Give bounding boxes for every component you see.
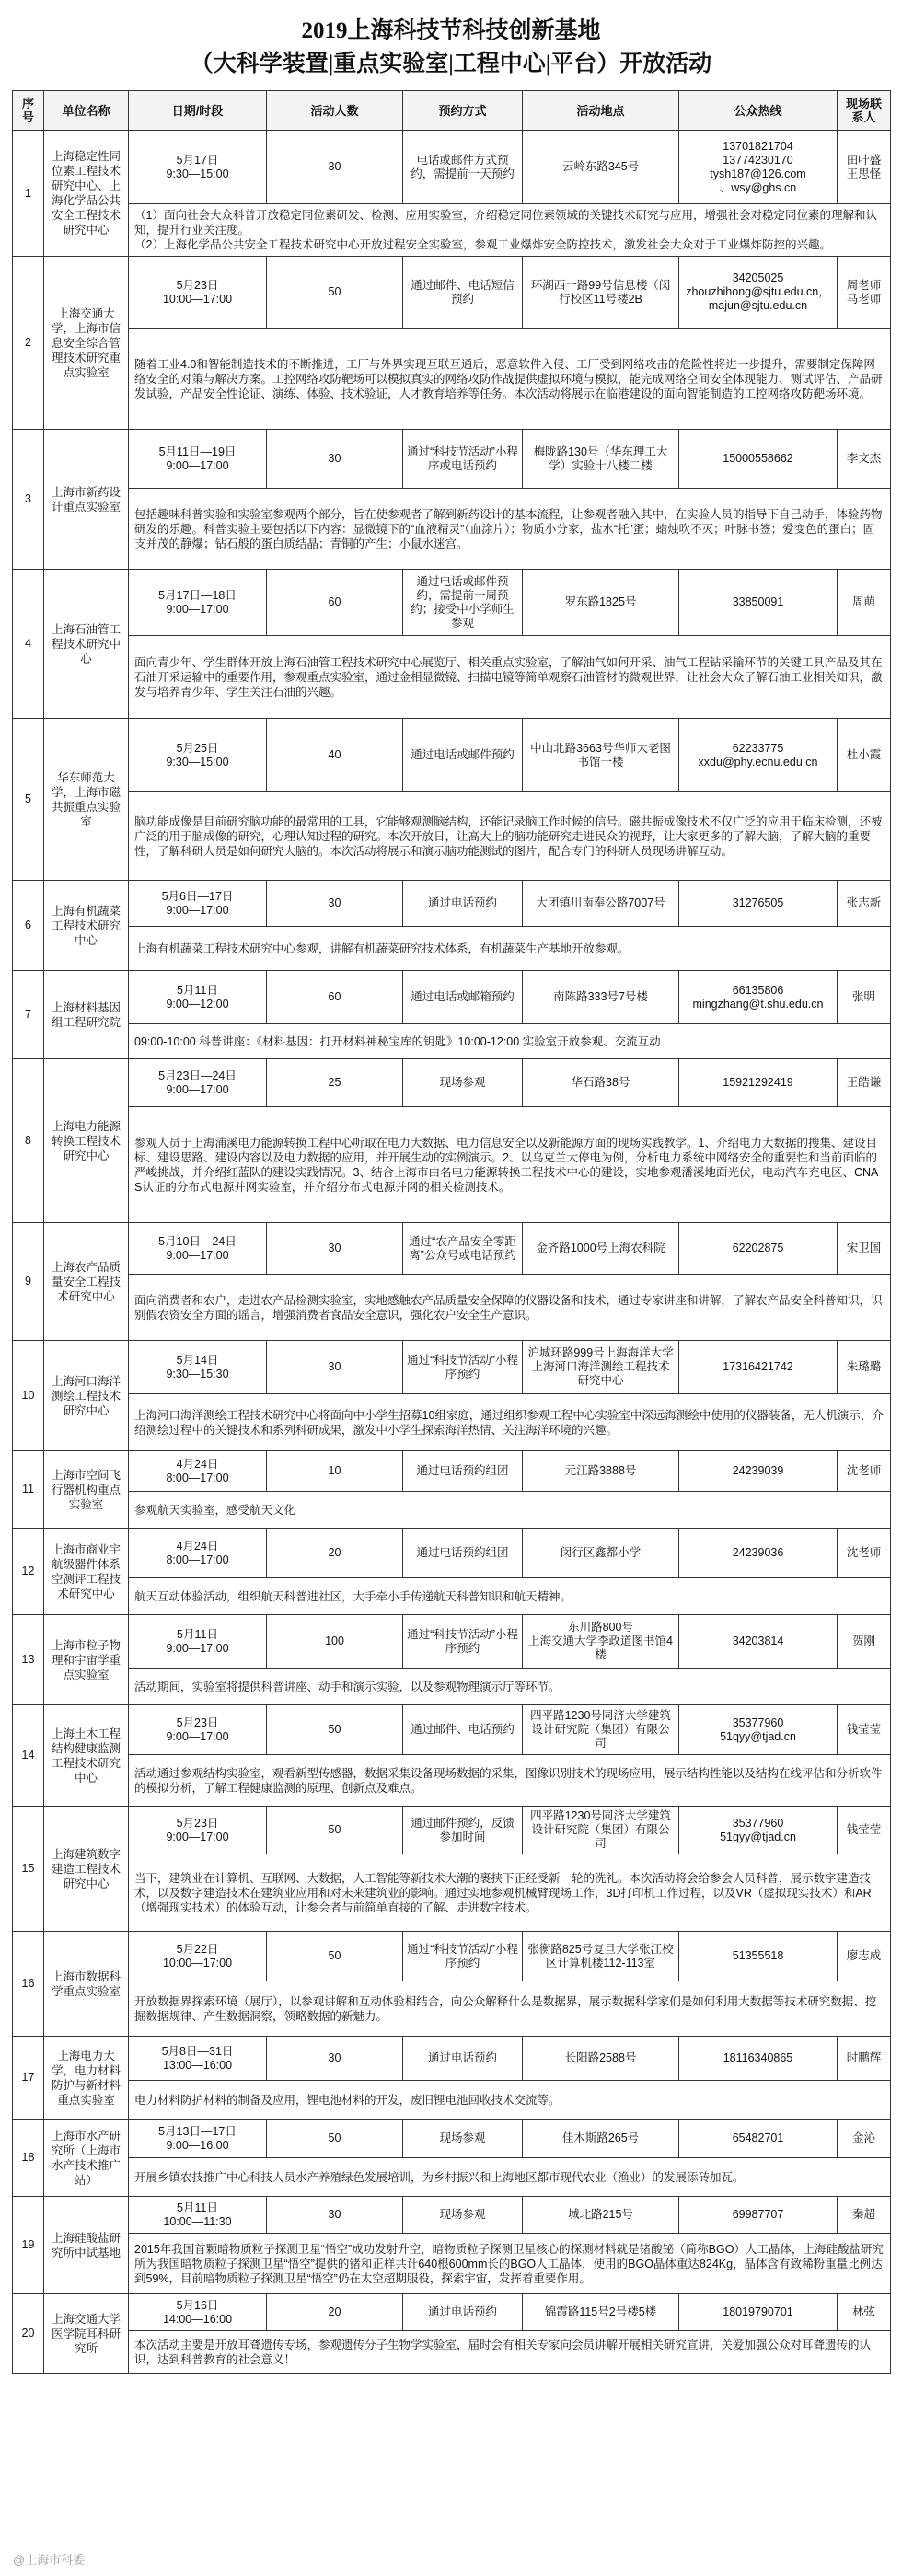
- booking-cell: 通过电话预约: [403, 881, 523, 927]
- description-row: [13, 489, 891, 570]
- contact-cell: 时鹏辉: [838, 2037, 891, 2081]
- unit-name-cell: 上海市数据科学重点实验室: [44, 1932, 129, 2037]
- activity-description-cell: 航天互动体验活动，组织航天科普进社区，大手牵小手传递航天科普知识和航天精神。: [129, 1578, 891, 1615]
- date-cell: 5月10日—24日 9:00—17:00: [129, 1223, 267, 1275]
- location-cell: 金齐路1000号上海农科院: [523, 1223, 679, 1275]
- booking-cell: 通过电话预约: [403, 2037, 523, 2081]
- row-number-cell: 13: [13, 1615, 44, 1705]
- people-cell: 40: [267, 719, 403, 792]
- table-row: [13, 1807, 891, 1854]
- hotline-cell: 15000558662: [679, 430, 838, 489]
- unit-name-cell: 上海河口海洋测绘工程技术研究中心: [44, 1341, 129, 1451]
- location-cell: 城北路215号: [523, 2197, 679, 2234]
- contact-cell: 金沁: [838, 2120, 891, 2158]
- row-number-cell: 16: [13, 1932, 44, 2037]
- table-body: [13, 131, 891, 2374]
- contact-cell: 宋卫国: [838, 1223, 891, 1275]
- unit-name-cell: 上海材料基因组工程研究院: [44, 971, 129, 1059]
- booking-cell: 通过电话预约组团: [403, 1451, 523, 1492]
- activity-description-cell: 09:00-10:00 科普讲座：《材料基因：打开材料神秘宝库的钥匙》10:00-12:00 实验室开放参观、交流互动: [129, 1024, 891, 1059]
- location-cell: 闵行区鑫都小学: [523, 1529, 679, 1578]
- header-no: 序号: [13, 91, 44, 131]
- contact-cell: 钱莹莹: [838, 1807, 891, 1854]
- contact-cell: 田叶盛 王思怪: [838, 131, 891, 204]
- booking-cell: 通过“科技节活动”小程序或电话预约: [403, 430, 523, 489]
- hotline-cell: 62202875: [679, 1223, 838, 1275]
- contact-cell: 杜小霞: [838, 719, 891, 792]
- contact-cell: 廖志成: [838, 1932, 891, 1981]
- header-unit: 单位名称: [44, 91, 129, 131]
- date-cell: 5月23日 9:00—17:00: [129, 1807, 267, 1854]
- hotline-cell: 62233775 xxdu@phy.ecnu.edu.cn: [679, 719, 838, 792]
- table-row: [13, 1932, 891, 1981]
- people-cell: 10: [267, 1451, 403, 1492]
- activity-description-cell: 开放数据界探索环境（展厅），以参观讲解和互动体验相结合，向公众解释什么是数据界，展示数据科学家们是如何利用大数据等技术研究数据、挖掘数据规律、产生数据洞察，领略数据的新魅力。: [129, 1981, 891, 2037]
- date-cell: 5月17日—18日 9:00—17:00: [129, 570, 267, 636]
- hotline-cell: 33850091: [679, 570, 838, 636]
- date-cell: 5月11日 10:00—11:30: [129, 2197, 267, 2234]
- location-cell: 锦霞路115号2号楼5楼: [523, 2294, 679, 2331]
- people-cell: 30: [267, 131, 403, 204]
- row-number-cell: 3: [13, 430, 44, 570]
- table-row: [13, 1705, 891, 1755]
- unit-name-cell: 上海市粒子物理和宇宙学重点实验室: [44, 1615, 129, 1705]
- table-row: [13, 430, 891, 489]
- table-row: [13, 2294, 891, 2331]
- people-cell: 50: [267, 2120, 403, 2158]
- activity-table: [12, 90, 891, 2374]
- booking-cell: 电话或邮件方式预约，需提前一天预约: [403, 131, 523, 204]
- description-row: [13, 1024, 891, 1059]
- location-cell: 四平路1230号同济大学建筑设计研究院（集团）有限公司: [523, 1807, 679, 1854]
- people-cell: 25: [267, 1059, 403, 1107]
- people-cell: 100: [267, 1615, 403, 1669]
- unit-name-cell: 上海有机蔬菜工程技术研究中心: [44, 881, 129, 971]
- location-cell: 沪城环路999号上海海洋大学上海河口海洋测绘工程技术研究中心: [523, 1341, 679, 1394]
- date-cell: 5月23日 10:00—17:00: [129, 257, 267, 329]
- location-cell: 华石路38号: [523, 1059, 679, 1107]
- activity-description-cell: （1）面向社会大众科普开放稳定同位素研发、检测、应用实验室，介绍稳定同位素领域的关键技术研究与应用，增强社会对稳定同位素的理解和认知，提升行业关注度。 （2）上海化学品公共安全工程技术研究中心开放过程安全实验室，参观工业爆炸安全防控技术，激发社会大众对于工业爆炸防控的兴趣。: [129, 204, 891, 257]
- contact-cell: 贺刚: [838, 1615, 891, 1669]
- location-cell: 梅陇路130号（华东理工大学）实验十八楼二楼: [523, 430, 679, 489]
- activity-description-cell: 本次活动主要是开放耳聋遗传专场，参观遗传分子生物学实验室，届时会有相关专家向会员讲解开展相关研究宣讲，关爱加强公众对耳聋遗传的认识，达到科普教育的社会意义！: [129, 2331, 891, 2374]
- contact-cell: 钱莹莹: [838, 1705, 891, 1755]
- activity-description-cell: 上海河口海洋测绘工程技术研究中心将面向中小学生招募10组家庭，通过组织参观工程中心实验室中深远海测绘中使用的仪器装备，无人机演示，介绍测绘过程中的关键技术和系列科研成果，激发中小学生探索海洋热情、关注海洋环境的兴趣。: [129, 1394, 891, 1451]
- date-cell: 5月23日—24日 9:00—17:00: [129, 1059, 267, 1107]
- row-number-cell: 1: [13, 131, 44, 257]
- row-number-cell: 15: [13, 1807, 44, 1932]
- activity-description-cell: 面向青少年、学生群体开放上海石油管工程技术研究中心展览厅、相关重点实验室，了解油气如何开采、油气工程钻采输环节的关键工具产品及其在石油开采运输中的重要作用，参观重点实验室，通过金相显微镜、扫描电镜等简单观察石油管材的微观世界，让社会大众了解石油工业相关知识，激发与培养青少年、学生关注石油的兴趣。: [129, 636, 891, 719]
- location-cell: 云岭东路345号: [523, 131, 679, 204]
- booking-cell: 现场参观: [403, 2197, 523, 2234]
- table-row: [13, 257, 891, 329]
- date-cell: 5月14日 9:30—15:30: [129, 1341, 267, 1394]
- location-cell: 中山北路3663号华师大老图书馆一楼: [523, 719, 679, 792]
- hotline-cell: 24239039: [679, 1451, 838, 1492]
- unit-name-cell: 上海硅酸盐研究所中试基地: [44, 2197, 129, 2294]
- location-cell: 长阳路2588号: [523, 2037, 679, 2081]
- contact-cell: 李文杰: [838, 430, 891, 489]
- booking-cell: 通过电话或邮箱预约: [403, 971, 523, 1024]
- date-cell: 5月23日 9:00—17:00: [129, 1705, 267, 1755]
- unit-name-cell: 上海电力大学，电力材料防护与新材料重点实验室: [44, 2037, 129, 2120]
- location-cell: 东川路800号 上海交通大学李政道图书馆4楼: [523, 1615, 679, 1669]
- people-cell: 30: [267, 1341, 403, 1394]
- description-row: [13, 1107, 891, 1223]
- location-cell: 张衡路825号复旦大学张江校区计算机楼112-113室: [523, 1932, 679, 1981]
- row-number-cell: 18: [13, 2120, 44, 2197]
- contact-cell: 周老师 马老师: [838, 257, 891, 329]
- location-cell: 元江路3888号: [523, 1451, 679, 1492]
- header-contact: 现场联系人: [838, 91, 891, 131]
- activity-table-wrap: [12, 90, 890, 2374]
- date-cell: 5月25日 9:30—15:00: [129, 719, 267, 792]
- activity-description-cell: 面向消费者和农户，走进农产品检测实验室，实地感触农产品质量安全保障的仪器设备和技术，通过专家讲座和讲解，了解农产品安全科普知识，识别假农资安全方面的谣言，增强消费者食品安全意识，强化农户安全生产意识。: [129, 1275, 891, 1341]
- row-number-cell: 20: [13, 2294, 44, 2374]
- hotline-cell: 18116340865: [679, 2037, 838, 2081]
- description-row: [13, 204, 891, 257]
- description-row: [13, 2331, 891, 2374]
- row-number-cell: 9: [13, 1223, 44, 1341]
- table-row: [13, 971, 891, 1024]
- contact-cell: 张志新: [838, 881, 891, 927]
- description-row: [13, 1854, 891, 1932]
- contact-cell: 林弦: [838, 2294, 891, 2331]
- header-location: 活动地点: [523, 91, 679, 131]
- description-row: [13, 329, 891, 430]
- location-cell: 罗东路1825号: [523, 570, 679, 636]
- date-cell: 5月13日—17日 9:00—16:00: [129, 2120, 267, 2158]
- description-row: [13, 2158, 891, 2197]
- row-number-cell: 4: [13, 570, 44, 719]
- booking-cell: 现场参观: [403, 1059, 523, 1107]
- activity-description-cell: 包括趣味科普实验和实验室参观两个部分，旨在使参观者了解到新药设计的基本流程，让参观者融入其中，在实验人员的指导下自己动手，体验药物研发的乐趣。科普实验主要包括以下内容：显微镜下的“血液精灵”（血涂片）；物质小分家，盐水“托”蛋；蜡烛吹不灭；叶脉书签；爱变色的蛋白；固支并茂的静爆；钻石般的蛋白质结晶；青铜的产生；小鼠水迷宫。: [129, 489, 891, 570]
- title-line-2: （大科学装置|重点实验室|工程中心|平台）开放活动: [190, 52, 712, 76]
- hotline-cell: 18019790701: [679, 2294, 838, 2331]
- people-cell: 60: [267, 971, 403, 1024]
- location-cell: 南陈路333号7号楼: [523, 971, 679, 1024]
- description-row: [13, 1492, 891, 1529]
- booking-cell: 通过邮件预约，反馈参加时间: [403, 1807, 523, 1854]
- booking-cell: 通过电话预约: [403, 2294, 523, 2331]
- row-number-cell: 14: [13, 1705, 44, 1807]
- people-cell: 60: [267, 570, 403, 636]
- table-row: [13, 1341, 891, 1394]
- unit-name-cell: 华东师范大学，上海市磁共振重点实验室: [44, 719, 129, 881]
- activity-description-cell: 当下，建筑业在计算机、互联网、大数据，人工智能等新技术大潮的裹挟下正经受新一轮的洗礼。本次活动将会给参会人员科普，展示数字建造技术，以及数字建造技术在建筑业应用和对未来建筑业的影响。通过实地参观机械臂现场工作，3D打印机工作过程，以及VR（虚拟现实技术）和AR（增强现实技术）的体验互动，让参会者与前简单直接的了解、走进数字技术。: [129, 1854, 891, 1932]
- hotline-cell: 13701821704 13774230170 tysh187@126.com 、wsy@ghs.cn: [679, 131, 838, 204]
- description-row: [13, 1275, 891, 1341]
- unit-name-cell: 上海石油管工程技术研究中心: [44, 570, 129, 719]
- unit-name-cell: 上海稳定性同位素工程技术研究中心、上海化学品公共安全工程技术研究中心: [44, 131, 129, 257]
- activity-description-cell: 2015年我国首颗暗物质粒子探测卫星“悟空”成功发射升空，暗物质粒子探测卫星核心的探测材料就是锗酸铋（简称BGO）人工晶体，上海硅酸盐研究所为我国暗物质粒子探测卫星“悟空”提供的锗和正样共计640根600mm长的BGO人工晶体，使用的BGO晶体重达824Kg，晶体含有致稀粉重量比例达到59%，目前暗物质粒子探测卫星“悟空”仍在太空超期服役，探索宇宙，发挥着重要作用。: [129, 2234, 891, 2294]
- date-cell: 5月11日 9:00—12:00: [129, 971, 267, 1024]
- description-row: [13, 1669, 891, 1705]
- contact-cell: 沈老师: [838, 1451, 891, 1492]
- table-row: [13, 881, 891, 927]
- activity-description-cell: 电力材料防护材料的制备及应用，锂电池材料的开发，废旧锂电池回收技术交流等。: [129, 2081, 891, 2120]
- table-row: [13, 2120, 891, 2158]
- unit-name-cell: 上海土木工程结构健康监测工程技术研究中心: [44, 1705, 129, 1807]
- unit-name-cell: 上海交通大学医学院耳科研究所: [44, 2294, 129, 2374]
- table-row: [13, 1059, 891, 1107]
- description-row: [13, 1981, 891, 2037]
- row-number-cell: 7: [13, 971, 44, 1059]
- row-number-cell: 6: [13, 881, 44, 971]
- hotline-cell: 15921292419: [679, 1059, 838, 1107]
- date-cell: 5月17日 9:30—15:00: [129, 131, 267, 204]
- table-row: [13, 2197, 891, 2234]
- date-cell: 5月8日—31日 13:00—16:00: [129, 2037, 267, 2081]
- activity-description-cell: 活动通过参观结构实验室，观看新型传感器，数据采集设备现场数据的采集，图像识别技术的现场应用，展示结构性能以及结构在线评估和分析软件的模拟分析，了解工程健康监测的原理、创新点及难点。: [129, 1755, 891, 1807]
- people-cell: 30: [267, 2037, 403, 2081]
- unit-name-cell: 上海市空间飞行器机构重点实验室: [44, 1451, 129, 1529]
- people-cell: 30: [267, 881, 403, 927]
- description-row: [13, 2081, 891, 2120]
- activity-description-cell: 参观航天实验室，感受航天文化: [129, 1492, 891, 1529]
- row-number-cell: 19: [13, 2197, 44, 2294]
- location-cell: 四平路1230号同济大学建筑设计研究院（集团）有限公司: [523, 1705, 679, 1755]
- header-hotline: 公众热线: [679, 91, 838, 131]
- date-cell: 4月24日 8:00—17:00: [129, 1529, 267, 1578]
- description-row: [13, 1394, 891, 1451]
- booking-cell: 通过电话或邮件预约，需提前一周预约；接受中小学师生参观: [403, 570, 523, 636]
- people-cell: 30: [267, 2197, 403, 2234]
- description-row: [13, 1755, 891, 1807]
- contact-cell: 王皓谦: [838, 1059, 891, 1107]
- date-cell: 5月22日 10:00—17:00: [129, 1932, 267, 1981]
- date-cell: 5月16日 14:00—16:00: [129, 2294, 267, 2331]
- contact-cell: 张明: [838, 971, 891, 1024]
- people-cell: 50: [267, 1705, 403, 1755]
- date-cell: 5月11日—19日 9:00—17:00: [129, 430, 267, 489]
- contact-cell: 朱璐璐: [838, 1341, 891, 1394]
- activity-description-cell: 随着工业4.0和智能制造技术的不断推进，工厂与外界实现互联互通后，恶意软件入侵、工厂受到网络攻击的危险性将进一步提升，需要制定保障网络安全的对策与解决方案。工控网络攻防靶场可以模拟真实的网络攻防作战提供虚拟环境与模拟，能完成网络空间安全体现能力、测试评估、产品研发试验，产品安全性论证、演练、体验、技术验证，人才教育培养等任务。本次活动将展示在临港建设的面向智能制造的工控网络攻防靶场环境。: [129, 329, 891, 430]
- date-cell: 5月11日 9:00—17:00: [129, 1615, 267, 1669]
- booking-cell: 通过“科技节活动”小程序预约: [403, 1615, 523, 1669]
- description-row: [13, 927, 891, 971]
- hotline-cell: 51355518: [679, 1932, 838, 1981]
- header-booking: 预约方式: [403, 91, 523, 131]
- description-row: [13, 636, 891, 719]
- activity-description-cell: 开展乡镇农技推广中心科技人员水产养殖绿色发展培训，为乡村振兴和上海地区都市现代农业（渔业）的发展添砖加瓦。: [129, 2158, 891, 2197]
- booking-cell: 通过电话或邮件预约: [403, 719, 523, 792]
- row-number-cell: 12: [13, 1529, 44, 1615]
- header-date: 日期/时段: [129, 91, 267, 131]
- hotline-cell: 24239036: [679, 1529, 838, 1578]
- activity-description-cell: 参观人员于上海浦溪电力能源转换工程中心听取在电力大数据、电力信息安全以及新能源方面的现场实践教学。1、介绍电力大数据的搜集、建设目标、建设思路、建设内容以及电力数据的应用，并开展生动的实例演示。2、以乌克兰大停电为例，分析电力系统中网络安全的重要性和当前面临的严峻挑战，并介绍红蓝队的建设实践情况。3、结合上海市由名电力能源转换工程技术中心的建设，实地参观潘溪地面光伏，电动汽车充电区、CNAS认证的分布式电源并网实验室，并介绍分布式电源并网的相关检测技术。: [129, 1107, 891, 1223]
- contact-cell: 沈老师: [838, 1529, 891, 1578]
- booking-cell: 通过“科技节活动”小程序预约: [403, 1341, 523, 1394]
- row-number-cell: 2: [13, 257, 44, 430]
- date-cell: 4月24日 8:00—17:00: [129, 1451, 267, 1492]
- contact-cell: 周萌: [838, 570, 891, 636]
- hotline-cell: 17316421742: [679, 1341, 838, 1394]
- people-cell: 20: [267, 1529, 403, 1578]
- hotline-cell: 34203814: [679, 1615, 838, 1669]
- table-row: [13, 2037, 891, 2081]
- row-number-cell: 10: [13, 1341, 44, 1451]
- unit-name-cell: 上海农产品质量安全工程技术研究中心: [44, 1223, 129, 1341]
- people-cell: 20: [267, 2294, 403, 2331]
- row-number-cell: 8: [13, 1059, 44, 1223]
- unit-name-cell: 上海市商业宇航级器件体系空测评工程技术研究中心: [44, 1529, 129, 1615]
- row-number-cell: 11: [13, 1451, 44, 1529]
- table-row: [13, 1223, 891, 1275]
- header-people: 活动人数: [267, 91, 403, 131]
- people-cell: 50: [267, 257, 403, 329]
- row-number-cell: 17: [13, 2037, 44, 2120]
- booking-cell: 通过邮件、电话预约: [403, 1705, 523, 1755]
- unit-name-cell: 上海市新药设计重点实验室: [44, 430, 129, 570]
- description-row: [13, 1578, 891, 1615]
- unit-name-cell: 上海建筑数字建造工程技术研究中心: [44, 1807, 129, 1932]
- activity-description-cell: 上海有机蔬菜工程技术研究中心参观，讲解有机蔬菜研究技术体系，有机蔬菜生产基地开放参观。: [129, 927, 891, 971]
- watermark: @上海市科委: [13, 2553, 86, 2567]
- document-title: [12, 15, 890, 81]
- hotline-cell: 35377960 51qyy@tjad.cn: [679, 1705, 838, 1755]
- booking-cell: 通过邮件、电话短信预约: [403, 257, 523, 329]
- contact-cell: 秦超: [838, 2197, 891, 2234]
- booking-cell: 通过电话预约组团: [403, 1529, 523, 1578]
- location-cell: 大团镇川南奉公路7007号: [523, 881, 679, 927]
- hotline-cell: 66135806 mingzhang@t.shu.edu.cn: [679, 971, 838, 1024]
- title-line-1: 2019上海科技节科技创新基地: [301, 18, 601, 43]
- location-cell: 佳木斯路265号: [523, 2120, 679, 2158]
- table-header-row: [13, 91, 891, 131]
- row-number-cell: 5: [13, 719, 44, 881]
- activity-description-cell: 脑功能成像是目前研究脑功能的最常用的工具，它能够观测脑结构，还能记录脑工作时候的信号。磁共振成像技术不仅广泛的应用于临床检测，还被广泛的用于脑成像的研究，心理认知过程的研究。本次开放日，让高大上的脑功能研究走进民众的视野，让大家更多的了解大脑，了解大脑的重要性，了解科研人员是如何研究大脑的。本次活动将展示和演示脑功能测试的图片，配合专门的科研人员现场讲解互动。: [129, 792, 891, 881]
- description-row: [13, 2234, 891, 2294]
- booking-cell: 现场参观: [403, 2120, 523, 2158]
- table-row: [13, 1451, 891, 1492]
- people-cell: 50: [267, 1807, 403, 1854]
- activity-description-cell: 活动期间，实验室将提供科普讲座、动手和演示实验，以及参观物理演示厅等环节。: [129, 1669, 891, 1705]
- table-row: [13, 719, 891, 792]
- booking-cell: 通过“农产品安全零距离”公众号或电话预约: [403, 1223, 523, 1275]
- people-cell: 50: [267, 1932, 403, 1981]
- people-cell: 30: [267, 430, 403, 489]
- table-row: [13, 1615, 891, 1669]
- date-cell: 5月6日—17日 9:00—17:00: [129, 881, 267, 927]
- unit-name-cell: 上海市水产研究所（上海市水产技术推广站）: [44, 2120, 129, 2197]
- hotline-cell: 34205025 zhouzhihong@sjtu.edu.cn， majun@sjtu.edu.cn: [679, 257, 838, 329]
- location-cell: 环湖西一路99号信息楼（闵行校区11号楼2B: [523, 257, 679, 329]
- description-row: [13, 792, 891, 881]
- unit-name-cell: 上海交通大学，上海市信息安全综合管理技术研究重点实验室: [44, 257, 129, 430]
- table-row: [13, 131, 891, 204]
- hotline-cell: 31276505: [679, 881, 838, 927]
- unit-name-cell: 上海电力能源转换工程技术研究中心: [44, 1059, 129, 1223]
- hotline-cell: 65482701: [679, 2120, 838, 2158]
- table-row: [13, 570, 891, 636]
- people-cell: 30: [267, 1223, 403, 1275]
- hotline-cell: 69987707: [679, 2197, 838, 2234]
- hotline-cell: 35377960 51qyy@tjad.cn: [679, 1807, 838, 1854]
- booking-cell: 通过“科技节活动”小程序预约: [403, 1932, 523, 1981]
- table-row: [13, 1529, 891, 1578]
